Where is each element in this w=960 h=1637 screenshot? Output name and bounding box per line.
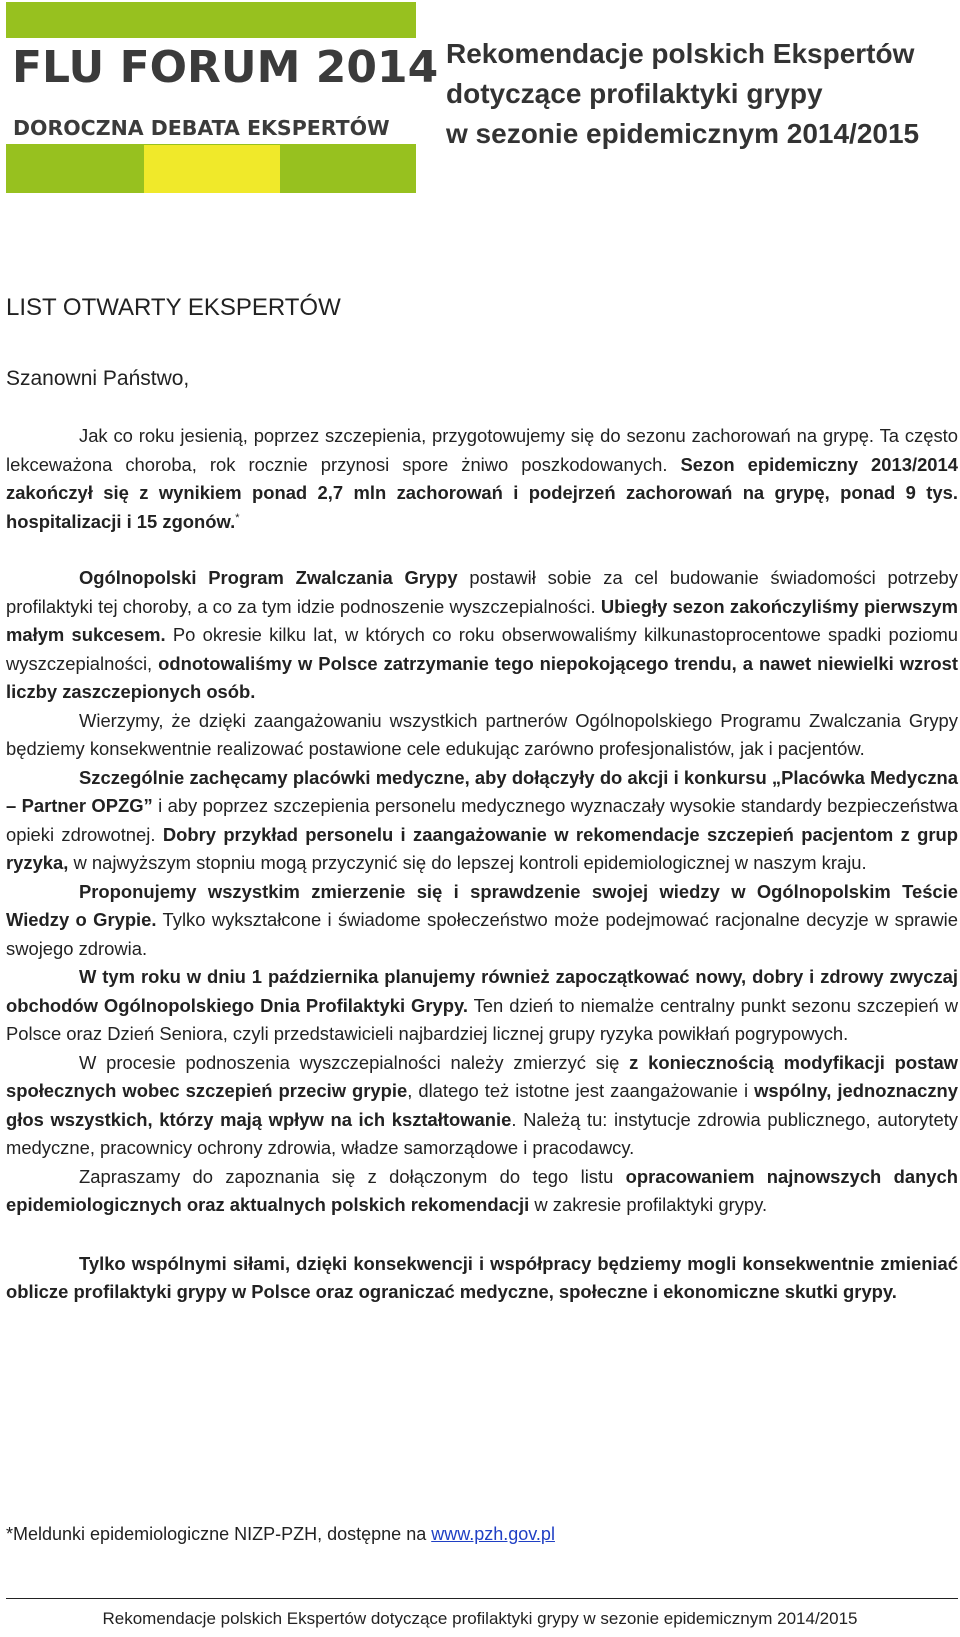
p4-text: i aby poprzez szczepienia personelu medycznego wyznaczały wysokie standardy bezpieczeństwa opieki zdrowotnej.: [6, 795, 958, 845]
p2-bold-trend: odnotowaliśmy w Polsce zatrzymanie tego niepokojącego trendu, a nawet niewielki wzrost liczby zaszczepionych osób.: [6, 652, 958, 702]
logo-stripe-green-left: [6, 145, 144, 193]
greeting: Szanowni Państwo,: [6, 367, 190, 390]
p4-bold-contest: Szczególnie zachęcamy placówki medyczne, aby dołączyły do akcji i konkursu „Placówka Medyczna – Partner OPZG”: [6, 766, 958, 816]
p4-text-2: w najwyższym stopniu mogą przyczynić się do lepszej kontroli epidemiologicznej w naszym kraju.: [68, 852, 867, 873]
p2-bold-success: Ubiegły sezon zakończyliśmy pierwszym małym sukcesem.: [6, 595, 958, 645]
p8-text: Zapraszamy do zapoznania się z dołączonym do tego listu: [79, 1165, 626, 1187]
p6-bold-day: W tym roku w dniu 1 października planujemy również zapoczątkować nowy, dobry i zdrowy zwyczaj obchodów Ogólnopolskiego Dnia Profilaktyki Grypy.: [6, 966, 958, 1016]
logo-title: FLU FORUM 2014: [12, 42, 439, 93]
p7-text-2: , dlatego też istotne jest zaangażowanie i: [407, 1080, 755, 1101]
footnote: [6, 1524, 555, 1545]
heading-line-3: w sezonie epidemicznym 2014/2015: [446, 118, 920, 149]
p2-text: postawił sobie za cel budowanie świadomości potrzeby profilaktyki tej choroby, a co za tym idzie podnoszenie wyszczepialności.: [6, 567, 958, 617]
paragraph-1: [6, 422, 958, 536]
footer-divider: [6, 1598, 958, 1599]
p4-bold-example: Dobry przykład personelu i zaangażowanie w rekomendacje szczepień pacjentom z grup ryzyka,: [6, 823, 958, 873]
p5-bold-test: Proponujemy wszystkim zmierzenie się i sprawdzenie swojej wiedzy w Ogólnopolskim Teście Wiedzy o Grypie.: [6, 880, 958, 930]
p1-text: Jak co roku jesienią, poprzez szczepienia, przygotowujemy się do sezonu zachorowań na grypę. Ta często lekceważona choroba, rok rocznie przynosi spore żniwo poszkodowanych.: [6, 425, 958, 475]
paragraph-5: [6, 878, 958, 964]
p7-bold-modification: z koniecznością modyfikacji postaw społecznych wobec szczepień przeciw grypie: [6, 1051, 958, 1101]
pzh-link[interactable]: www.pzh.gov.pl: [431, 1524, 555, 1544]
document-heading: [446, 34, 956, 154]
heading-line-1: Rekomendacje polskich Ekspertów: [446, 38, 915, 69]
logo-stripe-yellow: [144, 145, 280, 193]
paragraph-2: [6, 564, 958, 707]
paragraph-8: [6, 1163, 958, 1220]
paragraph-9: [6, 1250, 958, 1307]
p8-text-2: w zakresie profilaktyki grypy.: [529, 1194, 768, 1215]
paragraph-3: Wierzymy, że dzięki zaangażowaniu wszystkich partnerów Ogólnopolskiego Programu Zwalczania Grypy będziemy konsekwentnie realizować postawione cele edukując zarówno profesjonalistów, jak i pacjentów.: [6, 709, 958, 759]
paragraph-6: [6, 963, 958, 1049]
paragraph-4: [6, 764, 958, 878]
footnote-marker: *: [235, 511, 240, 524]
p8-bold-recommendations: opracowaniem najnowszych danych epidemiologicznych oraz aktualnych polskich rekomendacji: [6, 1165, 958, 1215]
p6-text: Ten dzień to niemalże centralny punkt sezonu szczepień w Polsce oraz Dzień Seniora, czyli przedstawicieli najbardziej licznej grupy ryzyka powikłań pogrypowych.: [6, 994, 958, 1044]
logo-stripe-green-right: [280, 145, 416, 193]
logo-subtitle: DOROCZNA DEBATA EKSPERTÓW: [13, 116, 390, 140]
letter-body: [6, 422, 958, 1307]
p2-bold-program: Ogólnopolski Program Zwalczania Grypy: [79, 567, 458, 588]
p9-bold-closing: Tylko wspólnymi siłami, dzięki konsekwencji i współpracy będziemy mogli konsekwentnie zmieniać oblicze profilaktyki grypy w Polsce oraz ograniczać medyczne, społeczne i ekonomiczne skutki grypy.: [6, 1252, 958, 1302]
heading-line-2: dotyczące profilaktyki grypy: [446, 78, 823, 109]
p7-text: W procesie podnoszenia wyszczepialności należy zmierzyć się: [79, 1051, 630, 1073]
p1-bold-statistics: Sezon epidemiczny 2013/2014 zakończył się z wynikiem ponad 2,7 mln zachorowań i podejrzeń zachorowań na grypę, ponad 9 tys. hospitalizacji i 15 zgonów.: [6, 453, 958, 532]
p2-text-2: Po okresie kilku lat, w których co roku obserwowaliśmy kilkunastoprocentowe spadki poziomu wyszczepialności,: [6, 624, 958, 674]
footnote-text: *Meldunki epidemiologiczne NIZP-PZH, dostępne na: [6, 1524, 432, 1544]
p7-text-3: . Należą tu: instytucje zdrowia publicznego, autorytety medyczne, pracownicy ochrony zdrowia, władze samorządowe i pracodawcy.: [6, 1108, 959, 1158]
p7-bold-voice: wspólny, jednoznaczny głos wszystkich, którzy mają wpływ na ich kształtowanie: [6, 1080, 958, 1130]
p5-text: Tylko wykształcone i świadome społeczeństwo może podejmować racjonalne decyzje w sprawie swojego zdrowia.: [6, 909, 958, 959]
flu-forum-logo: [6, 2, 439, 193]
paragraph-7: [6, 1049, 958, 1163]
page-footer: Rekomendacje polskich Ekspertów dotyczące profilaktyki grypy w sezonie epidemicznym 2014/2015: [102, 1609, 858, 1628]
letter-title: LIST OTWARTY EKSPERTÓW: [6, 294, 341, 321]
